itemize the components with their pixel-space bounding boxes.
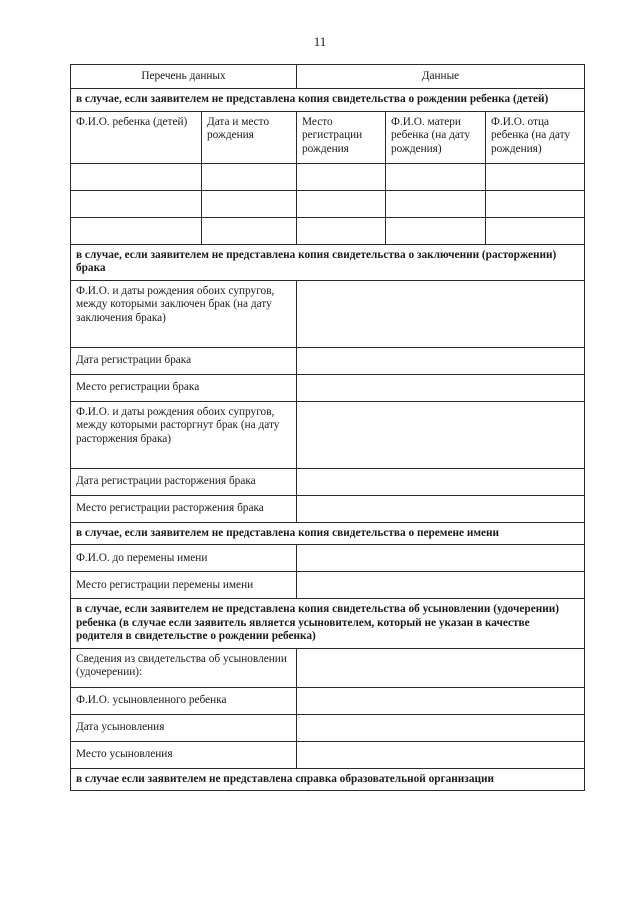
field-label: Ф.И.О. и даты рождения обоих супругов, между которыми заключен брак (на дату заключения брака) bbox=[71, 280, 297, 347]
section-heading-row bbox=[71, 89, 585, 112]
birth-col-mother: Ф.И.О. матери ребенка (на дату рождения) bbox=[386, 111, 486, 163]
header-list-cell: Перечень данных bbox=[71, 65, 297, 89]
form-row bbox=[71, 687, 585, 714]
field-label: Ф.И.О. усыновленного ребенка bbox=[71, 687, 297, 714]
form-row bbox=[71, 741, 585, 768]
entry-cell[interactable] bbox=[71, 190, 202, 217]
field-value[interactable] bbox=[297, 468, 585, 495]
section-heading-row bbox=[71, 768, 585, 791]
entry-cell[interactable] bbox=[297, 217, 386, 244]
field-label: Ф.И.О. и даты рождения обоих супругов, между которыми расторгнут брак (на дату расторжения брака) bbox=[71, 401, 297, 468]
section-birth-title: в случае, если заявителем не представлена копия свидетельства о рождении ребенка (детей) bbox=[71, 89, 585, 112]
birth-col-father: Ф.И.О. отца ребенка (на дату рождения) bbox=[486, 111, 585, 163]
field-value[interactable] bbox=[297, 545, 585, 572]
field-value[interactable] bbox=[297, 687, 585, 714]
field-label: Ф.И.О. до перемены имени bbox=[71, 545, 297, 572]
field-value[interactable] bbox=[297, 714, 585, 741]
field-label: Дата усыновления bbox=[71, 714, 297, 741]
section-name-change-title: в случае, если заявителем не представлена копия свидетельства о перемене имени bbox=[71, 522, 585, 545]
field-value[interactable] bbox=[297, 741, 585, 768]
table-header-row bbox=[71, 65, 585, 89]
data-table bbox=[70, 64, 585, 791]
form-row bbox=[71, 495, 585, 522]
form-row bbox=[71, 648, 585, 687]
form-row bbox=[71, 347, 585, 374]
entry-cell[interactable] bbox=[71, 217, 202, 244]
entry-cell[interactable] bbox=[486, 217, 585, 244]
entry-cell[interactable] bbox=[386, 217, 486, 244]
birth-col-registration: Место регистрации рождения bbox=[297, 111, 386, 163]
birth-col-date-place: Дата и место рождения bbox=[202, 111, 297, 163]
section-adoption-title: в случае, если заявителем не представлена копия свидетельства об усыновлении (удочерении) ребенка (в случае если заявитель является усыновителем, который не указан в качестве родителя в свидетельстве о рождении ребенка) bbox=[71, 599, 585, 649]
form-row bbox=[71, 401, 585, 468]
entry-cell[interactable] bbox=[486, 163, 585, 190]
field-label: Дата регистрации брака bbox=[71, 347, 297, 374]
field-label: Место усыновления bbox=[71, 741, 297, 768]
field-value[interactable] bbox=[297, 495, 585, 522]
form-row bbox=[71, 572, 585, 599]
form-row bbox=[71, 468, 585, 495]
section-education-title: в случае если заявителем не представлена справка образовательной организации bbox=[71, 768, 585, 791]
birth-entry-row bbox=[71, 190, 585, 217]
section-marriage-title: в случае, если заявителем не представлена копия свидетельства о заключении (расторжении) брака bbox=[71, 244, 585, 280]
field-label: Место регистрации брака bbox=[71, 374, 297, 401]
section-heading-row bbox=[71, 599, 585, 649]
field-label: Дата регистрации расторжения брака bbox=[71, 468, 297, 495]
birth-col-child-name: Ф.И.О. ребенка (детей) bbox=[71, 111, 202, 163]
field-value[interactable] bbox=[297, 374, 585, 401]
entry-cell[interactable] bbox=[386, 163, 486, 190]
birth-entry-row bbox=[71, 217, 585, 244]
field-value[interactable] bbox=[297, 347, 585, 374]
entry-cell[interactable] bbox=[71, 163, 202, 190]
field-value[interactable] bbox=[297, 401, 585, 468]
entry-cell[interactable] bbox=[297, 190, 386, 217]
page-number: 11 bbox=[313, 34, 327, 49]
birth-columns-row bbox=[71, 111, 585, 163]
field-label: Место регистрации перемены имени bbox=[71, 572, 297, 599]
entry-cell[interactable] bbox=[386, 190, 486, 217]
entry-cell[interactable] bbox=[202, 190, 297, 217]
form-row bbox=[71, 280, 585, 347]
field-value[interactable] bbox=[297, 280, 585, 347]
field-label: Место регистрации расторжения брака bbox=[71, 495, 297, 522]
field-value[interactable] bbox=[297, 572, 585, 599]
form-row bbox=[71, 374, 585, 401]
header-data-cell: Данные bbox=[297, 65, 585, 89]
form-row bbox=[71, 545, 585, 572]
entry-cell[interactable] bbox=[486, 190, 585, 217]
entry-cell[interactable] bbox=[297, 163, 386, 190]
entry-cell[interactable] bbox=[202, 217, 297, 244]
section-heading-row bbox=[71, 522, 585, 545]
form-row bbox=[71, 714, 585, 741]
entry-cell[interactable] bbox=[202, 163, 297, 190]
field-value[interactable] bbox=[297, 648, 585, 687]
section-heading-row bbox=[71, 244, 585, 280]
field-label: Сведения из свидетельства об усыновлении (удочерении): bbox=[71, 648, 297, 687]
birth-entry-row bbox=[71, 163, 585, 190]
